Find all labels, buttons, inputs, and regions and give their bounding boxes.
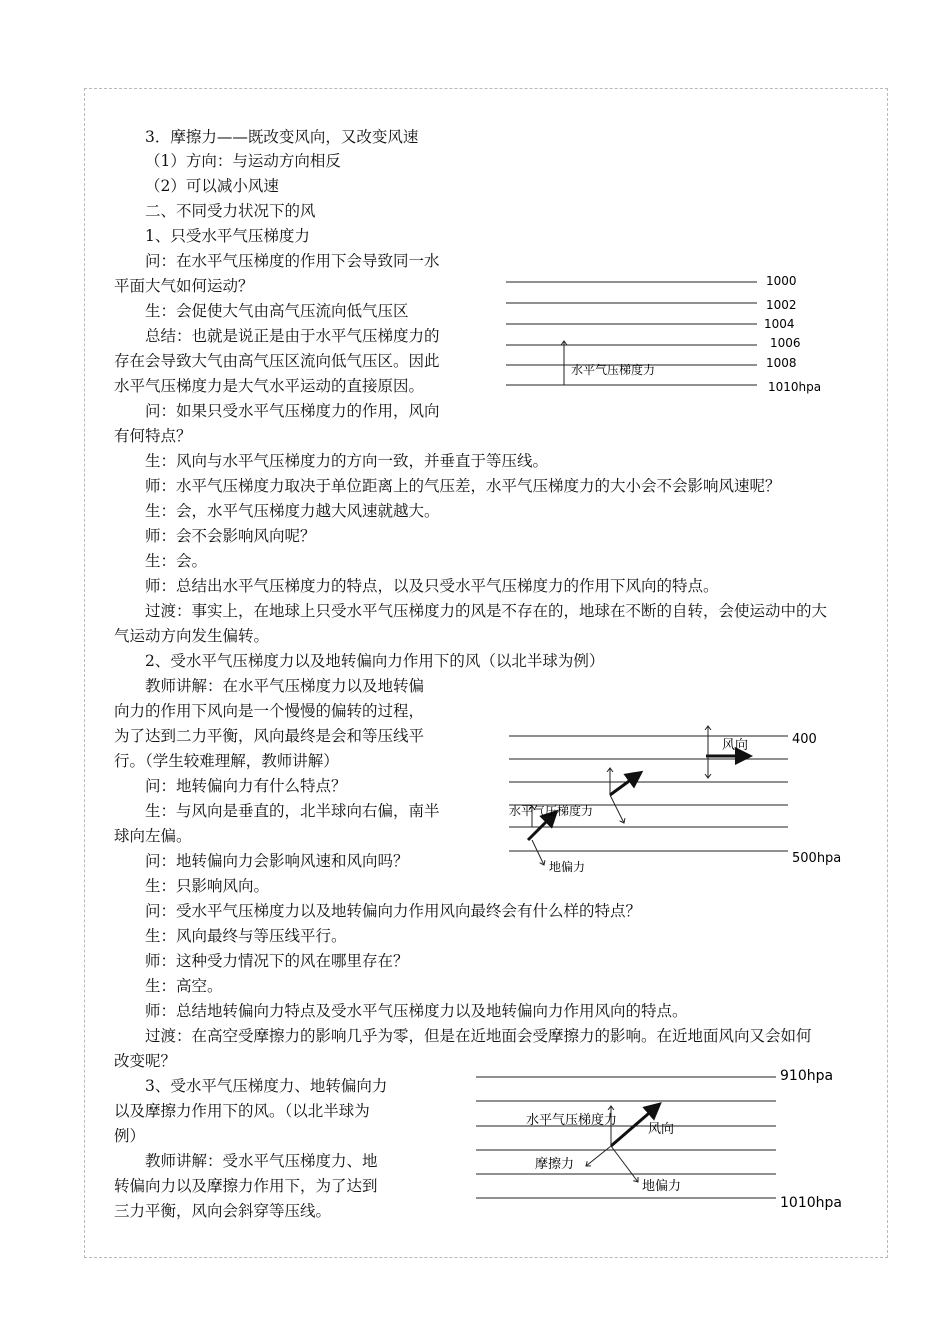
text-line: 问：在水平气压梯度的作用下会导致同一水 [145,252,440,270]
coriolis-arrow [532,840,544,865]
text-line: 师：会不会影响风向呢？ [145,527,316,545]
text-line: 问：如果只受水平气压梯度力的作用，风向 [145,402,440,420]
text-line: 为了达到二力平衡，风向最终是会和等压线平 [114,727,425,745]
isobar-label: 1004 [764,317,795,331]
text-line: 生：风向与水平气压梯度力的方向一致，并垂直于等压线。 [145,452,549,470]
coriolis-arrow [611,1146,638,1182]
friction-arrow [586,1146,611,1166]
text-line: 师：水平气压梯度力取决于单位距离上的气压差，水平气压梯度力的大小会不会影响风速呢？ [145,477,781,495]
isobar-label: 1008 [766,356,797,370]
text-line: 师：总结出水平气压梯度力的特点，以及只受水平气压梯度力的作用下风向的特点。 [145,577,719,595]
isobar-label: 500hpa [792,851,842,866]
text-line: 师：总结地转偏向力特点及受水平气压梯度力以及地转偏向力作用风向的特点。 [145,1002,688,1020]
text-line: 过渡：事实上，在地球上只受水平气压梯度力的风是不存在的，地球在不断的自转，会使运动中的大 [145,602,828,620]
text-line: 生：高空。 [145,977,223,995]
coriolis-arrow [610,795,624,823]
text-line: 生：与风向是垂直的，北半球向右偏，南半 [145,802,440,820]
subsection-heading: 2、受水平气压梯度力以及地转偏向力作用下的风（以北半球为例） [145,652,605,670]
text-line: 以及摩擦力作用下的风。（以北半球为 [114,1102,370,1120]
diagram-surface-wind [470,1060,860,1215]
isobar-label: 1010hpa [780,1195,842,1211]
text-line: 向力的作用下风向是一个慢慢的偏转的过程， [114,702,425,720]
text-line: 总结：也就是说正是由于水平气压梯度力的 [145,327,440,345]
text-line: 生：只影响风向。 [145,877,270,895]
text-line: 球向左偏。 [114,827,192,845]
diagram-pressure-gradient [500,265,840,400]
pressure-gradient-label: 水平气压梯度力 [526,1113,618,1128]
text-line: 问：受水平气压梯度力以及地转偏向力作用风向最终会有什么样的特点？ [145,902,642,920]
pressure-gradient-label: 水平气压梯度力 [509,804,594,818]
heading-friction: 3．摩擦力——既改变风向，又改变风速 [145,128,419,146]
text-line: 生：风向最终与等压线平行。 [145,927,347,945]
text-line: 水平气压梯度力是大气水平运动的直接原因。 [114,377,425,395]
section-heading: 二、不同受力状况下的风 [145,202,316,220]
wind-arrow [610,776,636,795]
text-line: 有何特点？ [114,427,192,445]
text-line: 平面大气如何运动？ [114,277,254,295]
friction-label: 摩擦力 [535,1157,575,1172]
coriolis-label: 地偏力 [642,1179,682,1194]
diagram-geostrophic-wind [500,720,860,880]
text-line: 转偏向力以及摩擦力作用下，为了达到 [114,1177,378,1195]
subsection-heading: 3、受水平气压梯度力、地转偏向力 [145,1077,388,1095]
subsection-heading: 1、只受水平气压梯度力 [145,227,310,245]
text-line: 生：会促使大气由高气压流向低气压区 [145,302,409,320]
text-line: 问：地转偏向力有什么特点？ [145,777,347,795]
text-line: 生：会，水平气压梯度力越大风速就越大。 [145,502,440,520]
text-line: 三力平衡，风向会斜穿等压线。 [114,1202,332,1220]
text-line: 教师讲解：在水平气压梯度力以及地转偏 [145,677,425,695]
isobar-label: 1000 [766,274,797,288]
text-line: 例） [114,1127,146,1145]
isobar-label: 1006 [770,336,801,350]
text-line: 存在会导致大气由高气压区流向低气压区。因此 [114,352,440,370]
text-line: 师：这种受力情况下的风在哪里存在？ [145,952,409,970]
wind-label: 风向 [722,738,749,753]
text-line: （1）方向：与运动方向相反 [145,152,341,170]
text-line: 气运动方向发生偏转。 [114,627,270,645]
isobar-label: 1002 [766,298,797,312]
text-line: （2）可以减小风速 [145,177,279,195]
text-line: 过渡：在高空受摩擦力的影响几乎为零，但是在近地面会受摩擦力的影响。在近地面风向又会如何 [145,1027,812,1045]
text-line: 改变呢？ [114,1052,177,1070]
isobar-label: 1010hpa [768,380,822,394]
isobar-label: 910hpa [780,1068,834,1084]
text-line: 问：地转偏向力会影响风速和风向吗？ [145,852,409,870]
wind-label: 风向 [648,1122,675,1137]
text-line: 生：会。 [145,552,208,570]
coriolis-label: 地偏力 [549,860,586,874]
isobar-label: 400 [792,732,817,747]
text-line: 行。（学生较难理解，教师讲解） [114,752,339,770]
pressure-gradient-label: 水平气压梯度力 [571,363,656,377]
text-line: 教师讲解：受水平气压梯度力、地 [145,1152,378,1170]
